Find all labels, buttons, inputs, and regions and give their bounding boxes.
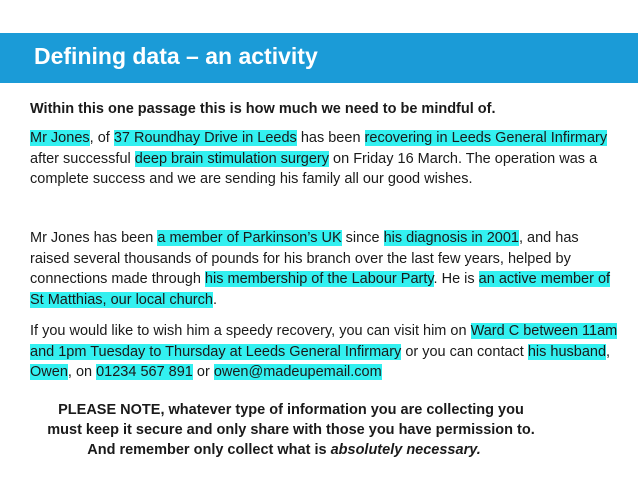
intro-text: Within this one passage this is how much we need to be mindful of.: [30, 101, 496, 117]
slide-title: Defining data – an activity: [34, 43, 318, 69]
highlight-diagnosis: his diagnosis in 2001: [383, 230, 519, 246]
note-line-2: must keep it secure and only share with those you have permission to.: [47, 422, 535, 438]
highlight-name: Owen: [30, 364, 68, 380]
highlight-address: 37 Roundhay Drive in Leeds: [113, 130, 297, 146]
highlight-phone: 01234 567 891: [96, 364, 193, 380]
note-line-1: PLEASE NOTE, whatever type of information you are collecting you: [58, 402, 524, 418]
highlight-visiting-location: Ward C between 11am and 1pm Tuesday to Thursday at Leeds General Infirmary: [30, 323, 618, 360]
highlight-email: owen@madeupemail.com: [213, 364, 382, 380]
highlight-relationship: his husband: [527, 343, 607, 360]
text-mr-jones: Mr Jones: [30, 130, 90, 146]
highlight-surgery: deep brain stimulation surgery: [134, 150, 330, 167]
please-note: [0, 400, 638, 460]
passage-paragraph-1: Mr Jones, of 37 Roundhay Drive in Leeds has been recovering in Leeds General Infirmary after successful deep brain stimulation surgery on Friday 16 March. The operation was a complete success and we are sending his family all our good wishes.: [30, 130, 608, 187]
note-line-3: And remember only collect what is absolutely necessary.: [87, 442, 481, 458]
highlight-hospital: recovering in Leeds General Infirmary: [364, 130, 608, 146]
note-emphasis: absolutely necessary.: [330, 442, 481, 458]
passage-paragraph-2: Mr Jones has been a member of Parkinson’s UK since his diagnosis in 2001, and has raised several thousands of pounds for his branch over the last few years, helped by connections made through his membership of the Labour Party. He is an active member of St Matthias, our local church.: [30, 230, 611, 308]
passage-paragraph-3: If you would like to wish him a speedy recovery, you can visit him on Ward C between 11am and 1pm Tuesday to Thursday at Leeds General Infirmary or you can contact his husband, Owen, on 01234 567 891 or owen@madeupemail.com: [30, 323, 618, 380]
highlight-membership-parkinsons: a member of Parkinson’s UK: [157, 230, 342, 246]
highlight-political-membership: his membership of the Labour Party: [204, 271, 434, 287]
highlight-religious-membership: an active member of St Matthias, our local church: [30, 271, 611, 308]
